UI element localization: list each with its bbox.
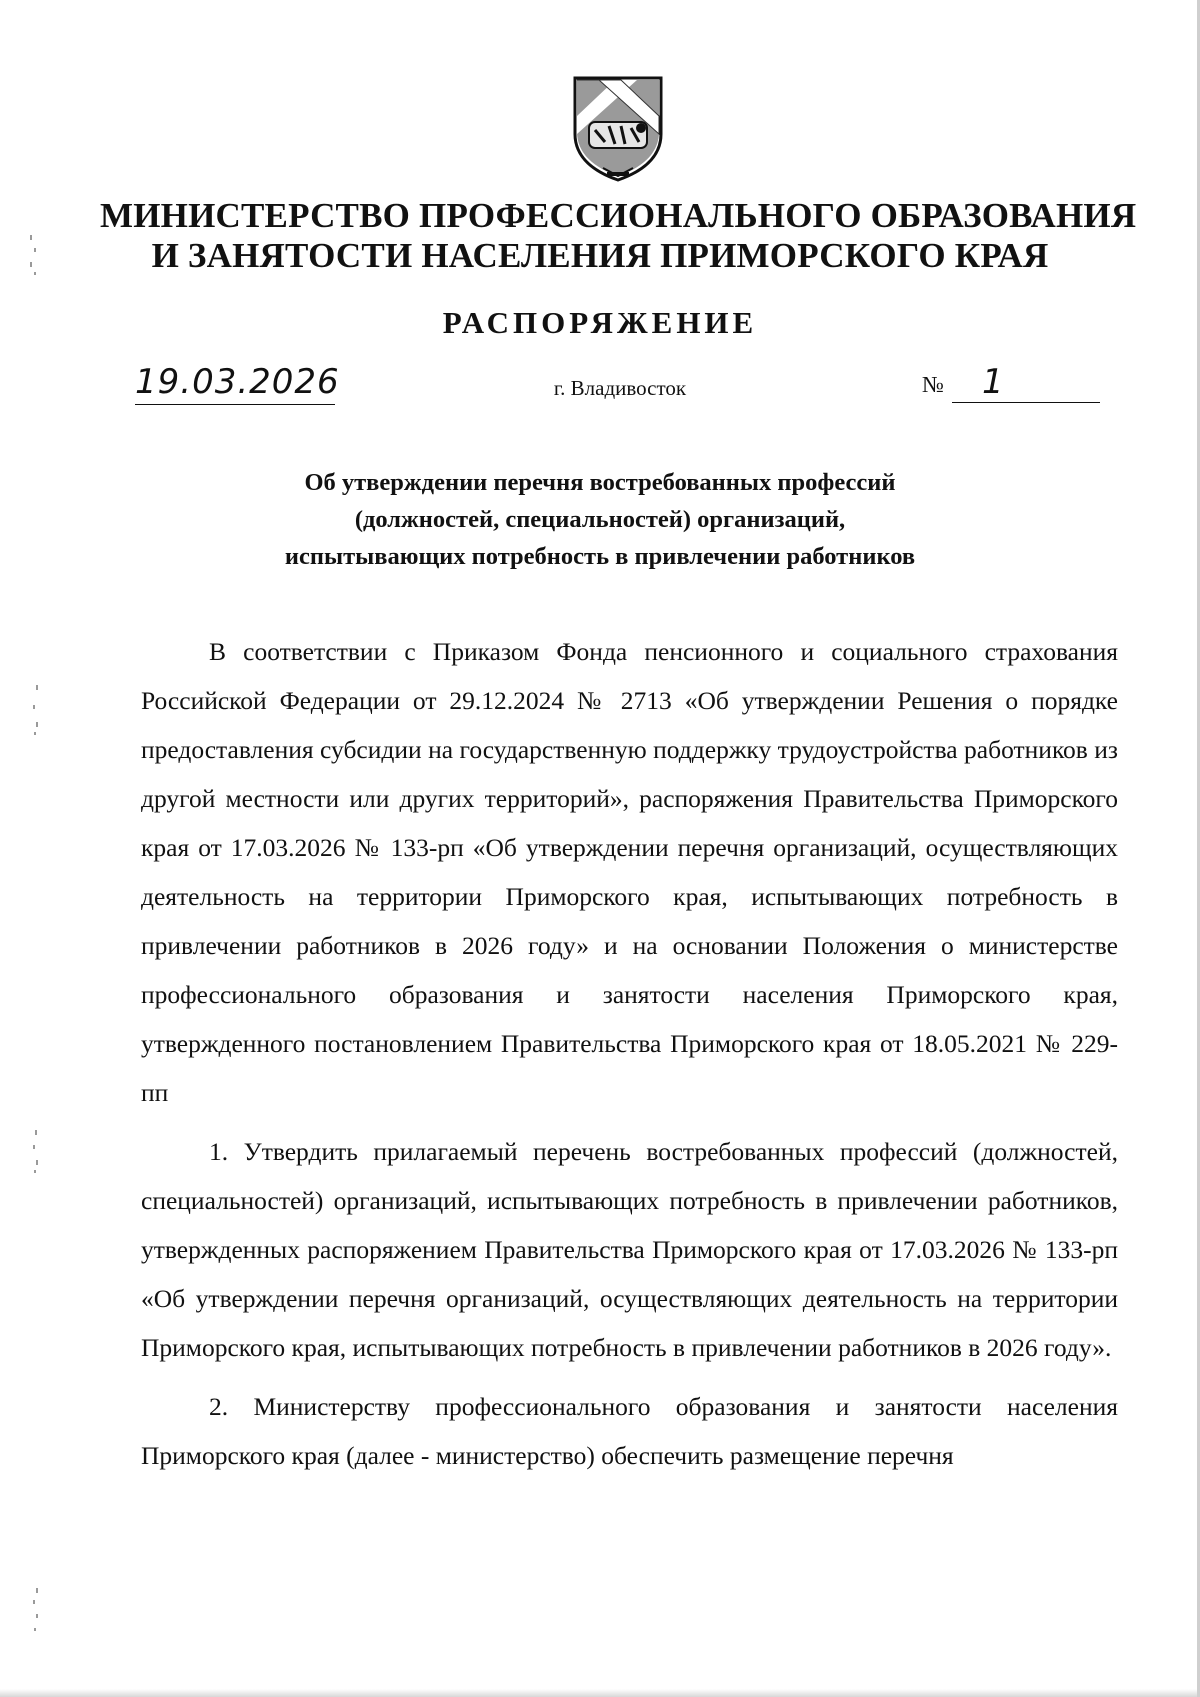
ministry-line-1: МИНИСТЕРСТВО ПРОФЕССИОНАЛЬНОГО ОБРАЗОВАНИЯ [100, 196, 1137, 235]
document-body [141, 627, 1118, 1480]
number-sign: № [922, 372, 944, 397]
subject-line-3: испытывающих потребность в привлечении работников [284, 543, 916, 570]
item-1-paragraph: 1. Утвердить прилагаемый перечень востребованных профессий (должностей, специальностей) организаций, испытывающих потребность в привлечении работников, утвержденных распоряжением Правительства Приморского края от 17.03.2026 № 133-рп «Об утверждении перечня организаций, осуществляющих деятельность на территории Приморского края, испытывающих потребность в привлечении работников в 2026 году». [141, 1137, 1118, 1362]
document-date: 19.03.2026 [135, 362, 335, 405]
ministry-name [100, 196, 1137, 276]
ministry-line-2: И ЗАНЯТОСТИ НАСЕЛЕНИЯ ПРИМОРСКОГО КРАЯ [151, 236, 1049, 275]
document-number: 1 [952, 362, 1100, 403]
subject-line-1: Об утверждении перечня востребованных профессий [304, 469, 896, 496]
preamble-paragraph: В соответствии с Приказом Фонда пенсионного и социального страхования Российской Федерации от 29.12.2024 № 2713 «Об утверждении Решения о порядке предоставления субсидии на государственную поддержку трудоустройства работников из другой местности или других территорий», распоряжения Правительства Приморского края от 17.03.2026 № 133-рп «Об утверждении перечня организаций, осуществляющих деятельность на территории Приморского края, испытывающих потребность в привлечении работников в 2026 году» и на основании Положения о министерстве профессионального образования и занятости населения Приморского края, утвержденного постановлением Правительства Приморского края от 18.05.2021 № 229-пп [141, 637, 1118, 1107]
coat-of-arms-icon [569, 72, 667, 184]
item-2-paragraph: 2. Министерству профессионального образования и занятости населения Приморского края (далее - министерство) обеспечить размещение перечня [141, 1392, 1118, 1470]
document-type: РАСПОРЯЖЕНИЕ [442, 305, 758, 340]
document-subject [150, 464, 1050, 575]
scan-bottom-edge [0, 1689, 1200, 1697]
document-city: г. Владивосток [553, 376, 687, 400]
subject-line-2: (должностей, специальностей) организаций, [354, 506, 846, 533]
